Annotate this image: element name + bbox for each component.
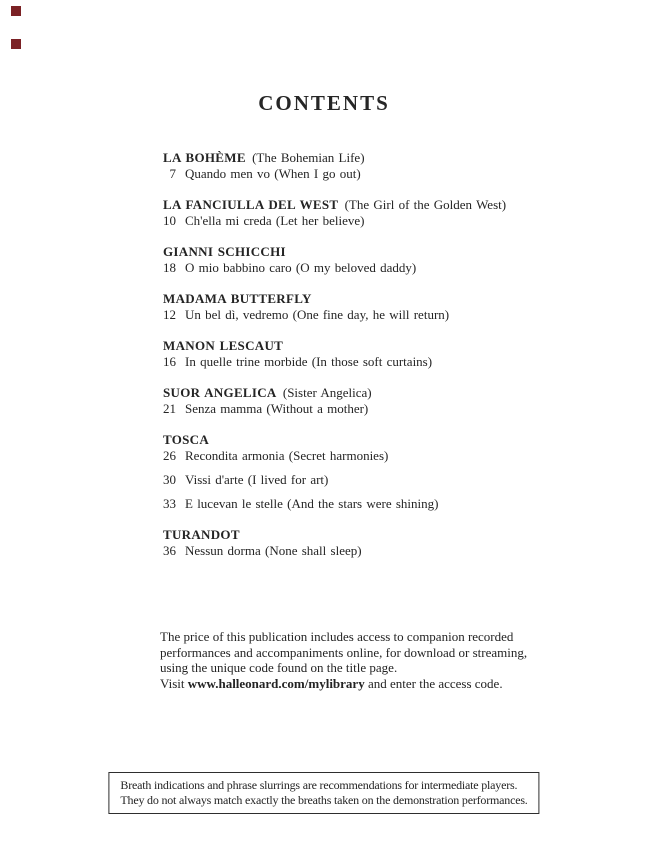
opera-heading [159,197,506,213]
opera-heading [159,385,506,401]
opera-heading [159,150,506,166]
opera-subtitle: (The Girl of the Golden West) [344,197,507,212]
aria-title: Quando men vo (When I go out) [185,166,361,181]
red-corner-mark-bottom [11,39,21,49]
access-note-line: performances and accompaniments online, for download or streaming, [160,644,528,660]
aria-title: O mio babbino caro (O my beloved daddy) [185,260,417,275]
toc-entry [159,543,506,559]
opera-name: TOSCA [163,432,210,447]
opera-name: MADAMA BUTTERFLY [163,291,312,306]
toc-section-la-fanciulla-del-west [159,197,506,229]
opera-heading [159,432,506,448]
page-number: 12 [163,307,176,322]
access-note-line: using the unique code found on the title page. [160,660,398,675]
opera-heading [159,527,506,543]
opera-name: GIANNI SCHICCHI [163,244,286,259]
toc-entry [159,213,506,229]
page-number: 33 [163,496,176,511]
toc-section-manon-lescaut [159,338,506,370]
toc-entry [159,448,506,464]
toc-section-suor-angelica [159,385,506,417]
page-number: 36 [163,543,176,558]
toc-entry [159,260,506,276]
toc-entry [159,307,506,323]
opera-name: TURANDOT [163,527,240,542]
breath-note-box [108,772,539,814]
page-number: 16 [163,354,176,369]
opera-name: MANON LESCAUT [163,338,284,353]
opera-name: SUOR ANGELICA [163,385,277,400]
aria-title: In quelle trine morbide (In those soft curtains) [185,354,433,369]
access-note-line [160,676,527,692]
page-title: CONTENTS [258,91,390,115]
aria-title: Recondita armonia (Secret harmonies) [185,448,389,463]
opera-name: LA FANCIULLA DEL WEST [163,197,339,212]
opera-subtitle: (The Bohemian Life) [252,150,365,165]
page-number: 7 [169,166,176,181]
toc-section-turandot [159,527,506,559]
page-number: 30 [163,472,176,487]
aria-title: Ch'ella mi creda (Let her believe) [185,213,365,228]
breath-note-line: Breath indications and phrase slurrings are recommendations for intermediate players. [120,778,518,792]
toc-section-la-boheme [159,150,506,182]
page-number: 10 [163,213,176,228]
toc-entry [159,472,506,488]
aria-title: E lucevan le stelle (And the stars were shining) [185,496,439,511]
toc-section-madama-butterfly [159,291,506,323]
opera-subtitle: (Sister Angelica) [282,385,372,400]
toc-entry [159,401,506,417]
aria-title: Nessun dorma (None shall sleep) [185,543,362,558]
breath-note-line: They do not always match exactly the breaths taken on the demonstration performances. [120,793,528,807]
opera-heading [159,291,506,307]
page-number: 26 [163,448,176,463]
access-note-line: The price of this publication includes access to companion recorded [160,629,514,644]
library-url-text: www.halleonard.com/mylibrary [187,675,365,691]
access-note-visit-text: Visit [160,675,188,691]
red-corner-mark-top [11,6,21,16]
table-of-contents [159,150,506,574]
aria-title: Vissi d'arte (I lived for art) [185,472,329,487]
aria-title: Un bel dì, vedremo (One fine day, he will return) [185,307,450,322]
page-number: 21 [163,401,176,416]
toc-section-gianni-schicchi [159,244,506,276]
access-note-tail-text: and enter the access code. [364,675,503,691]
opera-name: LA BOHÈME [163,150,246,165]
opera-heading [159,338,506,354]
toc-entry [159,354,506,370]
access-code-note [160,629,527,691]
toc-entry [159,166,506,182]
aria-title: Senza mamma (Without a mother) [185,401,369,416]
opera-heading [159,244,506,260]
toc-entry [159,496,506,512]
toc-section-tosca [159,432,506,512]
page-number: 18 [163,260,176,275]
